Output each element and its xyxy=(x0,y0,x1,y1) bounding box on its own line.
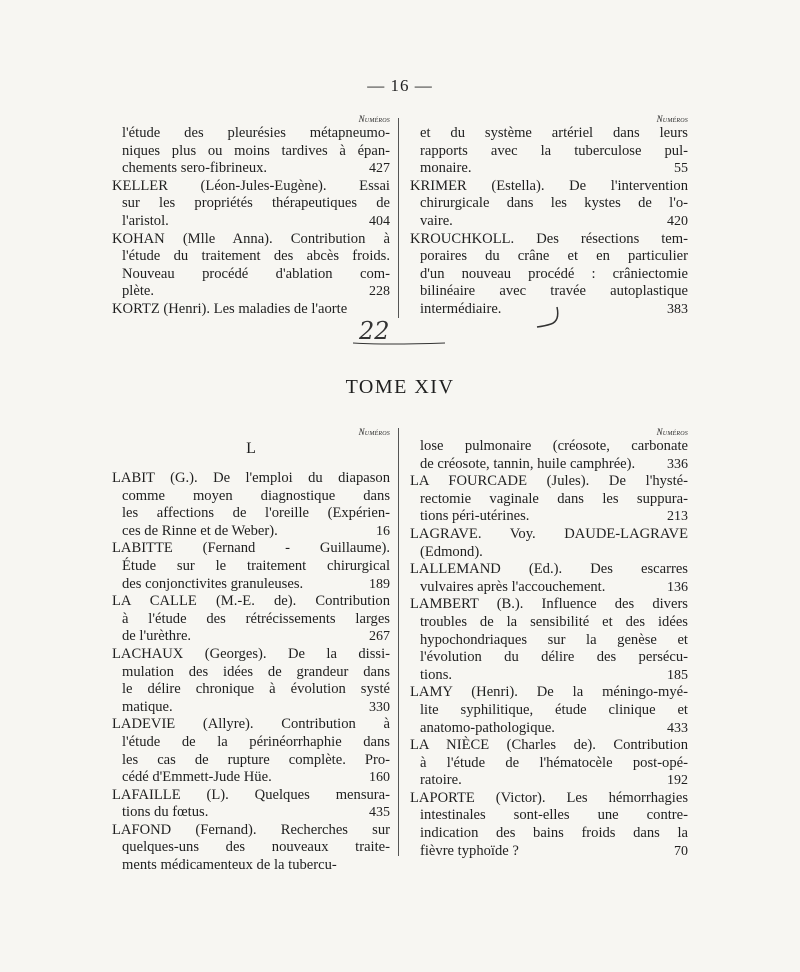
entry-last-line xyxy=(112,699,390,717)
entry-number: 404 xyxy=(369,213,390,229)
entry-last-line xyxy=(112,804,390,822)
index-entry xyxy=(410,438,688,473)
entry-last-text: (Edmond). xyxy=(420,543,483,560)
entry-line: LAFAILLE (L). Quelques mensura- xyxy=(112,786,390,803)
index-entry xyxy=(112,231,390,301)
entry-last-line xyxy=(112,628,390,646)
entry-line: l'étude des pleurésies métapneumo- xyxy=(122,125,390,141)
index-entry xyxy=(410,596,688,684)
entry-last-text: plète. xyxy=(122,283,155,300)
handwritten-mark xyxy=(345,315,455,355)
index-entry xyxy=(112,787,390,822)
entry-line: bilinéaire avec travée autoplastique xyxy=(420,283,688,300)
entry-last-line xyxy=(410,456,688,474)
top-left-column xyxy=(112,113,390,319)
entry-line: sur les propriétés thérapeutiques de xyxy=(122,195,390,212)
entry-line: quelques-uns des nouveaux traite- xyxy=(122,839,390,856)
entry-line: à l'étude de l'hématocèle post-opé- xyxy=(420,754,688,771)
entry-last-line xyxy=(410,579,688,597)
entry-last-text: des conjonctivites granuleuses. xyxy=(122,575,304,592)
entry-number: 189 xyxy=(369,576,390,592)
entry-line: d'un nouveau procédé : crâniectomie xyxy=(420,265,688,282)
entry-number: 420 xyxy=(667,213,688,229)
entry-number: 228 xyxy=(369,284,390,300)
entry-line: LA CALLE (M.-E. de). Contribution xyxy=(112,593,390,610)
entry-line: troubles de la sensibilité et des idées xyxy=(420,613,688,630)
entry-line: KORTZ (Henri). Les maladies de l'aorte xyxy=(112,300,348,317)
entry-last-text: anatomo-pathologique. xyxy=(420,719,555,736)
entry-line: l'étude du traitement des abcès froids. xyxy=(122,248,390,265)
entry-number: 160 xyxy=(369,770,390,786)
entry-line: LALLEMAND (Ed.). Des escarres xyxy=(410,561,688,578)
entry-number: 435 xyxy=(369,805,390,821)
entry-last-line xyxy=(112,160,390,178)
page-number: — 16 — xyxy=(367,76,433,95)
entry-last-line xyxy=(410,720,688,738)
index-entry xyxy=(410,737,688,790)
entry-line: LACHAUX (Georges). De la dissi- xyxy=(112,645,390,662)
entry-line: les cas de rupture complète. Pro- xyxy=(122,751,390,768)
index-entry xyxy=(112,822,390,875)
entry-line: rectomie vaginale dans les suppura- xyxy=(420,490,688,507)
entry-last-text: cédé d'Emmett-Jude Hüe. xyxy=(122,769,272,786)
entry-line: lite syphilitique, étude clinique et xyxy=(420,701,688,718)
entry-line: niques plus ou moins tardives à épan- xyxy=(122,142,390,159)
entry-last-text: tions du fœtus. xyxy=(122,804,209,821)
entry-line: indication des bains froids dans la xyxy=(420,825,688,842)
entry-last-line xyxy=(112,576,390,594)
entry-line: LAPORTE (Victor). Les hémorrhagies xyxy=(410,789,688,806)
entry-line: poraires du crâne et en particulier xyxy=(420,248,688,265)
index-entry xyxy=(410,473,688,526)
entry-number: 185 xyxy=(667,667,688,683)
entry-last-line xyxy=(410,544,688,562)
entry-last-text: de créosote, tannin, huile camphrée). xyxy=(420,455,636,472)
entry-line: les affections de l'oreille (Expérien- xyxy=(122,505,390,522)
entry-last-line xyxy=(112,523,390,541)
entry-last-line xyxy=(112,283,390,301)
numeros-header: Numéros xyxy=(358,114,390,124)
entry-last-text: chements sero-fibrineux. xyxy=(122,160,268,177)
entry-last-text: ratoire. xyxy=(420,772,462,789)
index-entry xyxy=(410,526,688,561)
entry-line: LAGRAVE. Voy. DAUDE-LAGRAVE xyxy=(410,525,688,542)
tome-title: TOME XIV xyxy=(345,376,455,398)
entry-line: LA FOURCADE (Jules). De l'hysté- xyxy=(410,473,688,490)
column-divider xyxy=(398,118,399,318)
index-entry xyxy=(112,470,390,540)
entry-line: l'évolution du délire des persécu- xyxy=(420,649,688,666)
index-entry xyxy=(112,593,390,646)
entry-line: LADEVIE (Allyre). Contribution à xyxy=(112,716,390,733)
entry-line: à l'étude des rétrécissements larges xyxy=(122,610,390,627)
entry-number: 427 xyxy=(369,161,390,177)
index-entry xyxy=(410,561,688,596)
entry-number: 136 xyxy=(667,579,688,595)
numeros-header: Numéros xyxy=(358,427,390,437)
index-entry xyxy=(112,646,390,716)
entry-line: LA NIÈCE (Charles de). Contribution xyxy=(410,737,688,754)
entry-last-line xyxy=(112,769,390,787)
entry-number: 267 xyxy=(369,629,390,645)
index-entry xyxy=(112,125,390,178)
entry-last-text: matique. xyxy=(122,698,173,715)
index-entry xyxy=(410,125,688,178)
entry-line: LABITTE (Fernand - Guillaume). xyxy=(112,540,390,557)
numeros-header: Numéros xyxy=(656,427,688,437)
entry-line: Étude sur le traitement chirurgical xyxy=(122,557,390,574)
column-divider xyxy=(398,428,399,856)
entry-number: 192 xyxy=(667,773,688,789)
entry-last-text: tions péri-utérines. xyxy=(420,508,530,525)
entry-line: KOHAN (Mlle Anna). Contribution à xyxy=(112,230,390,247)
entry-line: LABIT (G.). De l'emploi du diapason xyxy=(112,470,390,486)
entry-line: intestinales sont-elles une contre- xyxy=(420,807,688,824)
bottom-left-column xyxy=(112,426,390,875)
entry-line: chirurgicale dans les kystes de l'o- xyxy=(420,195,688,212)
entry-line: LAFOND (Fernand). Recherches sur xyxy=(112,821,390,838)
entry-number: 336 xyxy=(667,456,688,472)
svg-text:22: 22 xyxy=(359,317,390,345)
entry-line: KROUCHKOLL. Des résections tem- xyxy=(410,230,688,247)
entry-line: mulation des idées de grandeur dans xyxy=(122,663,390,680)
entry-last-text: vulvaires après l'accouchement. xyxy=(420,578,606,595)
entry-line: lose pulmonaire (créosote, carbonate xyxy=(420,438,688,454)
pen-stroke-mark xyxy=(535,305,565,335)
entry-number: 16 xyxy=(376,523,390,539)
entry-line: rapports avec la tuberculose pul- xyxy=(420,142,688,159)
entry-line: Nouveau procédé d'ablation com- xyxy=(122,265,390,282)
top-right-column xyxy=(410,113,688,319)
entry-last-line xyxy=(410,843,688,861)
entry-line: LAMBERT (B.). Influence des divers xyxy=(410,596,688,613)
index-entry xyxy=(410,178,688,231)
entry-last-text: vaire. xyxy=(420,212,453,229)
numeros-header: Numéros xyxy=(656,114,688,124)
entry-number: 70 xyxy=(674,843,688,859)
entry-number: 433 xyxy=(667,720,688,736)
index-entry xyxy=(410,790,688,860)
entry-last-text: fièvre typhoïde ? xyxy=(420,842,519,859)
entry-last-text: ces de Rinne et de Weber). xyxy=(122,522,278,539)
entry-last-line xyxy=(410,213,688,231)
entry-last-line xyxy=(410,772,688,790)
entry-last-text: intermédiaire. xyxy=(420,300,502,317)
entry-line: KELLER (Léon-Jules-Eugène). Essai xyxy=(112,177,390,194)
entry-line: le délire chronique à évolution systé xyxy=(122,681,390,698)
entry-number: 330 xyxy=(369,699,390,715)
entry-last-line xyxy=(410,508,688,526)
section-letter: L xyxy=(246,440,256,457)
entry-line: l'étude de la périnéorrhaphie dans xyxy=(122,733,390,750)
entry-number: 213 xyxy=(667,509,688,525)
index-entry xyxy=(112,178,390,231)
entry-last-text: tions. xyxy=(420,666,453,683)
entry-last-text: monaire. xyxy=(420,160,472,177)
bottom-right-column xyxy=(410,426,688,860)
entry-line: KRIMER (Estella). De l'intervention xyxy=(410,177,688,194)
entry-line: comme moyen diagnostique dans xyxy=(122,487,390,504)
entry-line: hypochondriaques sur la genèse et xyxy=(420,631,688,648)
index-entry xyxy=(112,540,390,593)
entry-line: et du système artériel dans leurs xyxy=(420,125,688,141)
entry-last-line xyxy=(410,160,688,178)
entry-number: 55 xyxy=(674,161,688,177)
entry-line: ments médicamenteux de la tubercu- xyxy=(122,857,337,874)
entry-last-line xyxy=(410,667,688,685)
entry-last-text: l'aristol. xyxy=(122,212,169,229)
entry-last-line xyxy=(112,213,390,231)
entry-line: LAMY (Henri). De la méningo-myé- xyxy=(410,684,688,701)
entry-number: 383 xyxy=(667,301,688,317)
index-entry xyxy=(112,716,390,786)
entry-last-text: de l'urèthre. xyxy=(122,628,192,645)
index-entry xyxy=(410,684,688,737)
